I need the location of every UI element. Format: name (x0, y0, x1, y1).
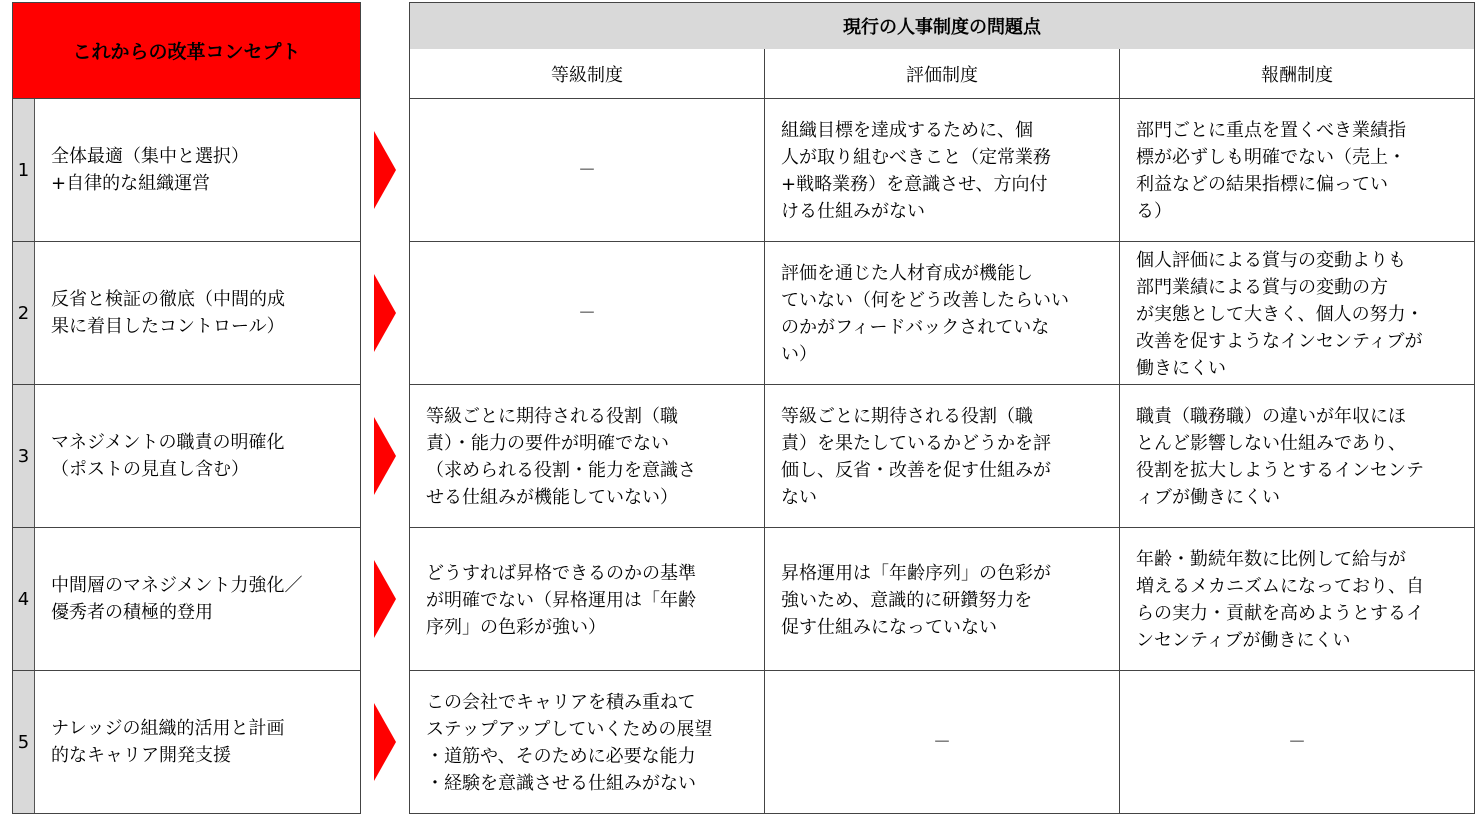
table-cell: 職責（職務職）の違いが年収にほ とんど影響しない仕組みであり、 役割を拡大しようとするインセンテ ィブが働きにくい (1119, 385, 1475, 528)
table-cell: 等級ごとに期待される役割（職 責）を果たしているかどうかを評 価し、反省・改善を促す仕組みが ない (764, 385, 1120, 528)
table-cell: 昇格運用は「年齢序列」の色彩が 強いため、意識的に研鑽努力を 促す仕組みになっていない (764, 528, 1120, 671)
row-number: 4 (13, 528, 35, 670)
concept-text: 全体最適（集中と選択） +自律的な組織運営 (51, 146, 249, 194)
concept-row (12, 385, 361, 528)
arrow-right-icon (374, 703, 396, 781)
table-cell: － (409, 242, 765, 385)
arrow-right-icon (374, 131, 396, 209)
concept-text: 中間層のマネジメント力強化／ 優秀者の積極的登用 (51, 575, 303, 623)
concept-text: マネジメントの職責の明確化 （ポストの見直し含む） (51, 432, 285, 480)
column-header-grade: 等級制度 (409, 49, 765, 99)
concept-row (12, 242, 361, 385)
arrow-right-icon (374, 274, 396, 352)
concept-text: ナレッジの組織的活用と計画 的なキャリア開発支援 (51, 718, 285, 766)
column-header-evaluation: 評価制度 (764, 49, 1120, 99)
table-cell: 等級ごとに期待される役割（職 責）・能力の要件が明確でない （求められる役割・能力を意識さ せる仕組みが機能していない） (409, 385, 765, 528)
table-cell: － (409, 99, 765, 242)
problems-title: 現行の人事制度の問題点 (409, 2, 1475, 50)
table-cell: この会社でキャリアを積み重ねて ステップアップしていくための展望 ・道筋や、そのために必要な能力 ・経験を意識させる仕組みがない (409, 671, 765, 814)
concept-row (12, 99, 361, 242)
row-number: 3 (13, 385, 35, 527)
table-cell: － (1119, 671, 1475, 814)
table-cell: 部門ごとに重点を置くべき業績指 標が必ずしも明確でない（売上・ 利益などの結果指標に偏ってい る） (1119, 99, 1475, 242)
concept-text: 反省と検証の徹底（中間的成 果に着目したコントロール） (51, 289, 285, 337)
table-cell: － (764, 671, 1120, 814)
row-number: 1 (13, 99, 35, 241)
concept-header: これからの改革コンセプト (12, 2, 361, 99)
row-number: 2 (13, 242, 35, 384)
table-cell: 組織目標を達成するために、個 人が取り組むべきこと（定常業務 +戦略業務）を意識させ、方向付 ける仕組みがない (764, 99, 1120, 242)
concept-row (12, 528, 361, 671)
table-cell: 個人評価による賞与の変動よりも 部門業績による賞与の変動の方 が実態として大きく、個人の努力・ 改善を促すようなインセンティブが 働きにくい (1119, 242, 1475, 385)
concept-row (12, 671, 361, 814)
arrow-right-icon (374, 417, 396, 495)
table-cell: 年齢・勤続年数に比例して給与が 増えるメカニズムになっており、自 らの実力・貢献を高めようとするイ ンセンティブが働きにくい (1119, 528, 1475, 671)
column-header-compensation: 報酬制度 (1119, 49, 1475, 99)
arrow-right-icon (374, 560, 396, 638)
table-cell: 評価を通じた人材育成が機能し ていない（何をどう改善したらいい のかがフィードバックされていな い） (764, 242, 1120, 385)
table-cell: どうすれば昇格できるのかの基準 が明確でない（昇格運用は「年齢 序列」の色彩が強い） (409, 528, 765, 671)
row-number: 5 (13, 671, 35, 813)
